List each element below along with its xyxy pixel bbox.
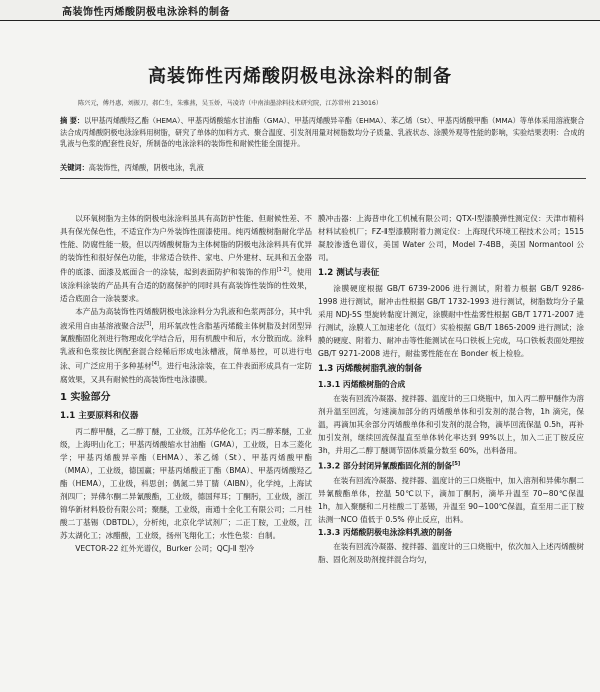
abstract	[60, 115, 586, 150]
synthesis-paragraph: 在装有回流冷凝器、搅拌器、温度计的三口烧瓶中，加入丙二醇甲醚作为溶剂升温至回流，匀速滴加部分的丙烯酸单体和引发剂的混合物，1h 滴完，保温，再滴加其余部分丙烯酸单体和引发剂的混合物，滴毕回流保温 0.5h，再补加引发剂，继续回流保温直至单体转化率达到 99%以上，加入二正丁胺反应 3h，并用乙二醇丁醚调节固体质量分数至 60%，出料备用。	[318, 394, 584, 455]
right-column	[318, 212, 584, 566]
intro-paragraph-2: 本产品为高装饰性丙烯酸阴极电泳涂料分为乳液和色浆两部分，其中乳液采用自由基溶液聚合法[3]，用环氧改性含脂基丙烯酸主体树脂及封闭型异氰酸酯固化剂进行物理或化学结合后，用有机酸中和后，水分散而成。涂料乳液和色浆按比例配套混合经稀后形成电泳槽液，简单易控，可以进行电泳、可广泛应用于多种基材[4]。进行电泳涂装，在工件表面形成具有一定防腐效果，又具有耐候性的高装饰性电泳漆膜。	[60, 306, 313, 384]
section-heading: 1 实验部分	[60, 391, 111, 403]
running-header	[0, 0, 600, 21]
emulsion-paragraph: 在装有回流冷凝器、搅拌器、温度计的三口烧瓶中，依次加入上述丙烯酸树脂、固化剂及助剂搅拌混合均匀，	[318, 541, 584, 564]
abstract-divider	[60, 178, 586, 179]
instruments-continued: 膜冲击器：上海普申化工机械有限公司；QTX-Ⅰ型漆膜弹性测定仪：天津市精科材料试验机厂；FZ-Ⅱ型漆膜附着力测定仪：上海现代环境工程技术公司；1515 凝胶渗透色谱仪，美国 Water 公司，Model 7-4BB，美国 Normantool 公司。	[318, 214, 584, 262]
keywords	[60, 163, 586, 173]
subsubsection-heading: 1.3.3 丙烯酸阴极电泳涂料乳液的制备	[318, 527, 453, 537]
materials-paragraph: 丙二醇甲醚，乙二醇丁醚，工业级，江苏华伦化工；丙二醇苯醚，工业级，上海明山化工；甲基丙烯酸缩水甘油酯（GMA），工业级，日本三菱化学；甲基丙烯酸异辛酯（EHMA）、苯乙烯（St）、甲基丙烯酸甲酯（MMA），工业级，德国赢；甲基丙烯酸正丁酯（BMA）、甲基丙烯酸羟乙酯（HEMA），工业级，科思创；偶氮二异丁腈（AIBN），化学纯，上海试剂四厂；异佛尔酮二异氰酸酯，工业级，德国拜耳；丁酮肟，工业级，浙江锦华新材料股份有限公司；聚醚，工业级，南通十全化工有限公司；二月桂酸二丁基锡（DBTDL），分析纯，北京化学试剂厂；二正丁胺，工业级，江苏太湖化工；冰醋酸，工业级，扬州飞翔化工；水性色浆：自制。	[60, 426, 312, 540]
subsubsection-heading: 1.3.1 丙烯酸树脂的合成	[318, 380, 406, 389]
intro-paragraph-1: 以环氧树脂为主体的阴极电泳涂料虽具有高防护性能、但耐候性差、不具有保光保色性，不适宜作为户外装饰性面漆使用。纯丙烯酸树脂耐化学品性能、防腐性能一般，但以丙烯酸树脂为主体树脂的阴极电泳涂料具有优异的装饰性和很好保色功能，非常适合铁件、家电、户外建材、玩具和五金器件的底漆、面漆及底面合一的涂装，起到表面防护和装饰的作用[1-2]。使用该涂料涂装的产品具有合适的防腐保护的同时具有高装饰性装饰的性效果，适合底面合一涂装要求。	[60, 214, 312, 303]
tests-paragraph: 涂膜硬度根据 GB/T 6739-2006 进行测试，附着力根据 GB/T 9286-1998 进行测试，耐冲击性根据 GB/T 1732-1993 进行测试，树脂数均分子量采用 NDJ-5S 型旋转黏度计测定，涂膜耐中性盐雾性根据 GB/T 1771-2007 进行测试，涂膜人工加速老化（氙灯）实验根据 GB/T 1865-2009 进行测试；涂膜的硬度、附着力、耐冲击等性能测试在马口铁板上完成，马口铁板表面处理按 GB/T 9271-2008 进行，耐盐雾性能在在 Bonder 板上检验。	[318, 284, 584, 358]
running-title: 高装饰性丙烯酸阴极电泳涂料的制备	[62, 7, 230, 18]
keywords-text: 高装饰性，丙烯酸，阴极电泳，乳液	[88, 163, 204, 172]
abstract-text: 以甲基丙烯酸羟乙酯（HEMA）、甲基丙烯酸缩水甘油酯（GMA）、甲基丙烯酸异辛酯（EHMA）、苯乙烯（St）、甲基丙烯酸甲酯（MMA）等单体采用溶液聚合法合成丙烯酸阴极电泳涂料用树脂，研究了单体的加料方式、聚合温度、引发剂用量对树脂数均分子质量、乳液状态、涂膜外观等性能的影响，实验结果表明：合成的乳液与色浆的配套性良好，所制备的电泳涂料的装饰性和耐候性能全面提升。	[60, 116, 585, 148]
instruments-paragraph: VECTOR-22 红外光谱仪，Burker 公司；QCJ-Ⅱ 型冷	[75, 543, 255, 553]
keywords-label: 关键词：	[60, 163, 89, 172]
subsection-heading: 1.1 主要原料和仪器	[60, 410, 139, 421]
subsection-heading: 1.3 丙烯酸树脂乳液的制备	[318, 364, 423, 374]
paper-title: 高装饰性丙烯酸阴极电泳涂料的制备	[148, 66, 452, 87]
subsection-heading: 1.2 测试与表征	[318, 268, 380, 278]
authors-affiliation: 陈兴元，傅丹惠，刘振刀，郝仁生，朱雅燕，吴玉娇，马凌诗（中南油墨涂料技术研究院，江苏常州 213016）	[78, 100, 383, 107]
left-column	[60, 212, 312, 555]
subsubsection-heading: 1.3.2 部分封闭异氰酸酯固化剂的制备[5]	[318, 461, 461, 471]
abstract-label: 摘 要：	[60, 116, 85, 125]
curing-agent-paragraph: 在装有回流冷凝器、搅拌器、温度计的三口烧瓶中，加入溶剂和异佛尔酮二异氰酸酯单体，控温 50℃以下，滴加丁酮肟，滴毕升温至 70~80℃保温 1h，加入聚醚和二月桂酸二丁基锡，升温至 90~100℃保温，直至用二正丁胺法测一NCO 值低于 0.5% 停止反应，出料。	[318, 475, 584, 524]
